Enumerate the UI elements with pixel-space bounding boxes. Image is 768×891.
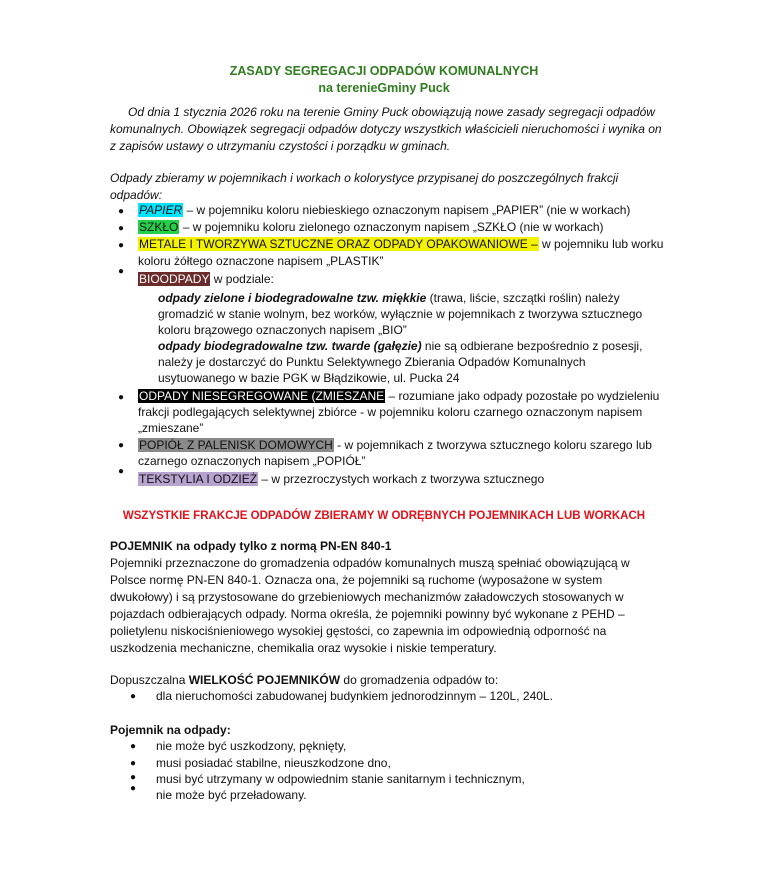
norm-line-5: polietylenu niskociśnieniowego wysokiej gęstości, co zapewnia im odpowiednią odporność na [110,624,607,638]
bullet-icon: ● [118,440,125,451]
norm-line-6: uszkodzenia mechaniczne, chemikalia oraz wysokie i niskie temperatury. [110,641,497,655]
metale-label: METALE I TWORZYWA SZTUCZNE ORAZ ODPADY OPAKOWANIOWE – [139,237,538,251]
intro-line-1: Od dnia 1 stycznia 2026 roku na terenie Gminy Puck obowiązują nowe zasady segregacji odpadów [128,105,655,119]
papier-label: PAPIER [139,203,183,217]
list-item-textile [138,471,544,487]
bullet-icon: ● [118,266,125,277]
bio-text: w podziale: [210,272,274,286]
bio-hard-bold: odpady biodegradowalne tzw. twarde (gałęzie) [158,339,422,353]
collect-line-2: odpadów: [110,188,163,202]
bullet-icon: ● [118,223,125,234]
bio-hard-line-1 [158,338,642,354]
page-title: ZASADY SEGREGACJI ODPADÓW KOMUNALNYCH [229,64,539,78]
container-item-4: nie może być przeładowany. [156,788,307,802]
size-prefix: Dopuszczalna [110,673,189,687]
bio-green-bold: odpady zielone i biodegradowalne tzw. miękkie [158,291,427,305]
container-item-2: musi posiadać stabilne, nieuszkodzone dno, [156,756,391,770]
bio-green-line-2: gromadzić w stanie wolnym, bez worków, wyłącznie w pojemnikach z tworzywa sztucznego [158,307,643,321]
collect-line-1: Odpady zbieramy w pojemnikach i workach o kolorystyce przypisanej do poszczególnych frakcji [110,171,619,185]
papier-text: – w pojemniku koloru niebieskiego oznaczonym napisem „PAPIER” (nie w workach) [183,203,631,217]
bullet-icon: ● [130,772,137,783]
norm-line-2: Polsce normę PN-EN 840-1. Oznacza ona, że pojemniki są ruchome (wyposażone w system [110,573,603,587]
bullet-icon: ● [118,240,125,251]
mixed-text-2: frakcji podlegających selektywnej zbiórce - w pojemniku koloru czarnego oznaczonym napisem [138,405,643,419]
bullet-icon: ● [130,691,137,702]
bio-green-line-1 [158,290,620,306]
container-item-1: nie może być uszkodzony, pęknięty, [156,739,347,753]
metale-text-2: koloru żółtego oznaczone napisem „PLASTIK” [138,254,384,268]
norm-line-4: pojazdach odbierających odpady. Norma określa, że pojemniki powinny być wykonane z PEHD – [110,607,625,621]
list-item-papier [138,202,630,218]
ash-text-2: czarnego oznaczonych napisem „POPIÓŁ” [138,454,366,468]
list-item-bio [138,271,274,287]
list-item-metale [138,236,663,252]
szklo-text: – w pojemniku koloru zielonego oznaczonym napisem „SZKŁO (nie w workach) [179,220,604,234]
red-heading: WSZYSTKIE FRAKCJE ODPADÓW ZBIERAMY W ODRĘBNYCH POJEMNIKACH LUB WORKACH [122,510,646,522]
bullet-icon: ● [118,206,125,217]
mixed-text-1: – rozumiane jako odpady pozostałe po wydzieleniu [385,389,660,403]
ash-label: POPIÓŁ Z PALENISK DOMOWYCH [139,438,333,452]
size-suffix: do gromadzenia odpadów to: [340,673,499,687]
bullet-icon: ● [130,783,137,794]
list-item-szklo [138,219,604,235]
bio-hard-line-2: należy je dostarczyć do Punktu Selektywnego Zbierania Odpadów Komunalnych [158,355,586,369]
bullet-icon: ● [130,741,137,752]
norm-line-3: dwukołowy) i są przystosowane do grzebieniowych mechanizmów załadowczych stosowanych w [110,590,624,604]
mixed-label: ODPADY NIESEGREGOWANE (ZMIESZANE [139,389,385,403]
textile-label: TEKSTYLIA I ODZIEŻ [139,472,258,486]
norm-heading: POJEMNIK na odpady tylko z normą PN-EN 840-1 [110,539,392,553]
textile-text: – w przezroczystych workach z tworzywa sztucznego [258,472,545,486]
norm-line-1: Pojemniki przeznaczone do gromadzenia odpadów komunalnych muszą spełniać obowiązującą w [110,556,630,570]
size-bold: WIELKOŚĆ POJEMNIKÓW [188,673,341,687]
bio-hard-line-3: usytuowanego w bazie PGK w Błądzikowie, ul. Pucka 24 [158,371,460,385]
container-heading: Pojemnik na odpady: [110,723,231,737]
bullet-icon: ● [118,392,125,403]
container-item-3: musi być utrzymany w odpowiednim stanie sanitarnym i technicznym, [156,772,525,786]
ash-text-1: - w pojemnikach z tworzywa sztucznego koloru szarego lub [333,438,652,452]
intro-line-2: komunalnych. Obowiązek segregacji odpadów dotyczy wszystkich właścicieli nieruchomości i wynika on [110,122,662,136]
intro-line-3: z zapisów ustawy o utrzymaniu czystości i porządku w gminach. [110,139,451,153]
bio-label: BIOODPADY [139,272,210,286]
size-line [110,672,498,688]
mixed-text-3: „zmieszane” [138,421,204,435]
bio-green-text-1: (trawa, liście, szczątki roślin) należy [426,291,620,305]
page-subtitle: na terenieGminy Puck [318,81,450,95]
bullet-icon: ● [130,758,137,769]
szklo-label: SZKŁO [139,220,179,234]
size-item: dla nieruchomości zabudowanej budynkiem jednorodzinnym – 120L, 240L. [156,689,553,703]
bio-hard-text-1: nie są odbierane bezpośrednio z posesji, [421,339,643,353]
list-item-ash [138,437,652,453]
bio-green-line-3: koloru brązowego oznaczonych napisem „BIO” [158,323,407,337]
metale-text-1: w pojemniku lub worku [538,237,664,251]
list-item-mixed [138,388,659,404]
bullet-icon: ● [118,466,125,477]
